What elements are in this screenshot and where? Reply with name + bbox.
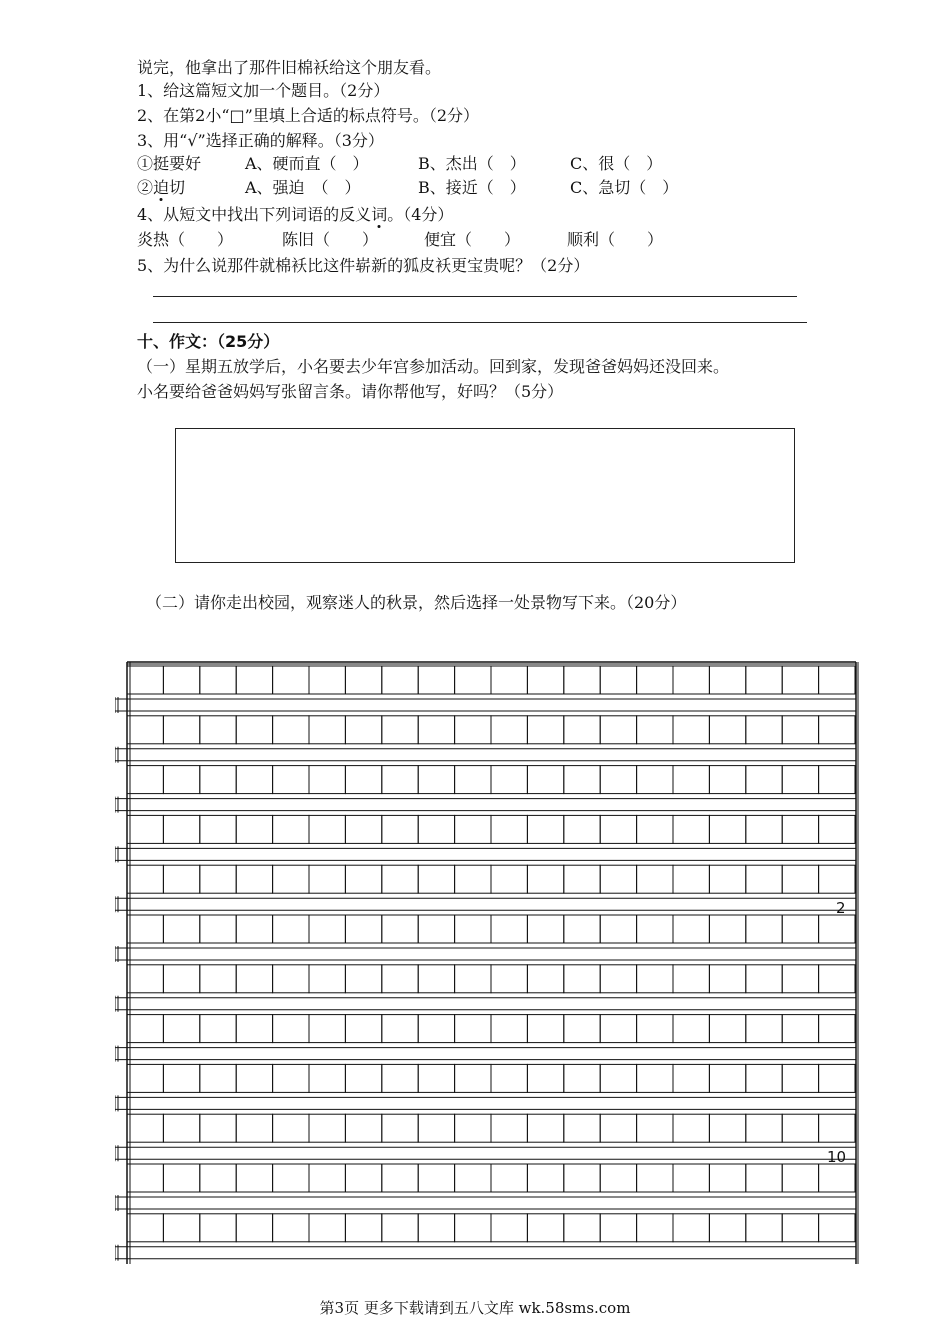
grid-cell (746, 815, 782, 843)
grid-cell (637, 915, 673, 943)
grid-cell (746, 1015, 782, 1043)
grid-cell (709, 1214, 745, 1242)
grid-cell (600, 1114, 636, 1142)
grid-cell (600, 1214, 636, 1242)
grid-cell (600, 766, 636, 794)
grid-cell (200, 1164, 236, 1192)
grid-cell (527, 915, 563, 943)
q4-suffix: 。（4分） (387, 205, 454, 224)
grid-cell (345, 766, 381, 794)
grid-cell (200, 1214, 236, 1242)
grid-cell (163, 1064, 199, 1092)
grid-cell (709, 965, 745, 993)
grid-cell (455, 666, 491, 694)
grid-cell (746, 965, 782, 993)
grid-cell (127, 1015, 163, 1043)
grid-cell (600, 965, 636, 993)
grid-cell (673, 915, 709, 943)
grid-cell (236, 965, 272, 993)
grid-cell (273, 1164, 309, 1192)
grid-cell (564, 1015, 600, 1043)
grid-cell (455, 1064, 491, 1092)
q3-row1-option-c: C、很（ ） (570, 154, 663, 173)
q3-row1-option-b: B、杰出（ ） (418, 154, 526, 173)
grid-cell (309, 965, 345, 993)
q4-word-1: 炎热（ ） (137, 230, 234, 249)
grid-cell (673, 1164, 709, 1192)
grid-cell (637, 965, 673, 993)
grid-cell (382, 865, 418, 893)
grid-cell (418, 1064, 454, 1092)
grid-cell (418, 915, 454, 943)
grid-cell (673, 1214, 709, 1242)
grid-cell (455, 1214, 491, 1242)
grid-cell (782, 766, 818, 794)
grid-cell (200, 965, 236, 993)
grid-cell (673, 965, 709, 993)
grid-cell (491, 1114, 527, 1142)
grid-cell (782, 1164, 818, 1192)
grid-cell (163, 666, 199, 694)
grid-cell (782, 716, 818, 744)
grid-cell (382, 1164, 418, 1192)
grid-cell (273, 915, 309, 943)
grid-cell (746, 766, 782, 794)
grid-cell (273, 815, 309, 843)
q3-row1-option-a: A、硬而直（ ） (245, 154, 369, 173)
grid-cell (673, 1064, 709, 1092)
grid-cell (746, 716, 782, 744)
grid-cell (527, 1064, 563, 1092)
grid-cell (127, 666, 163, 694)
grid-cell (673, 1015, 709, 1043)
grid-cell (564, 666, 600, 694)
grid-cell (600, 915, 636, 943)
grid-cell (782, 865, 818, 893)
grid-cell (382, 1214, 418, 1242)
grid-cell (600, 1015, 636, 1043)
grid-cell (600, 1064, 636, 1092)
grid-cell (236, 815, 272, 843)
grid-cell (163, 865, 199, 893)
question-3-row-1 (137, 153, 201, 175)
grid-cell (309, 865, 345, 893)
grid-cell (709, 865, 745, 893)
grid-cell (345, 1164, 381, 1192)
grid-cell (309, 1214, 345, 1242)
grid-cell (782, 915, 818, 943)
grid-cell (455, 815, 491, 843)
grid-cell (637, 1015, 673, 1043)
grid-cell (564, 716, 600, 744)
grid-cell (455, 766, 491, 794)
grid-cell (637, 1114, 673, 1142)
grid-cell (382, 915, 418, 943)
grid-cell (527, 1114, 563, 1142)
grid-cell (345, 965, 381, 993)
grid-cell (673, 1114, 709, 1142)
grid-cell (127, 915, 163, 943)
grid-cell (564, 1114, 600, 1142)
grid-cell (491, 915, 527, 943)
grid-cell (709, 666, 745, 694)
grid-cell (236, 1114, 272, 1142)
grid-cell (127, 766, 163, 794)
q4-word-4: 顺利（ ） (567, 230, 664, 249)
grid-cell (527, 766, 563, 794)
grid-cell (600, 716, 636, 744)
note-writing-box[interactable] (175, 428, 795, 563)
grid-cell (527, 865, 563, 893)
grid-cell (564, 915, 600, 943)
grid-cell (637, 1214, 673, 1242)
q3-row2-word-rest: 切 (169, 178, 186, 197)
grid-cell (819, 915, 855, 943)
grid-cell (455, 865, 491, 893)
grid-cell (309, 716, 345, 744)
grid-cell (127, 1114, 163, 1142)
grid-cell (418, 1164, 454, 1192)
grid-cell (527, 965, 563, 993)
grid-cell (819, 666, 855, 694)
question-3-row-2 (137, 177, 185, 199)
grid-cell (309, 666, 345, 694)
grid-cell (382, 1114, 418, 1142)
grid-cell (455, 1114, 491, 1142)
question-2: 2、在第2小“□”里填上合适的标点符号。（2分） (137, 106, 480, 125)
grid-cell (418, 965, 454, 993)
question-1: 1、给这篇短文加一个题目。（2分） (137, 81, 390, 100)
grid-cell (673, 766, 709, 794)
grid-cell (236, 1214, 272, 1242)
grid-cell (273, 1064, 309, 1092)
grid-cell (491, 1064, 527, 1092)
question-4 (137, 204, 453, 226)
grid-cell (782, 1114, 818, 1142)
grid-cell (163, 1114, 199, 1142)
grid-cell (673, 815, 709, 843)
grid-cell (273, 766, 309, 794)
composition-part2: （二）请你走出校园，观察迷人的秋景，然后选择一处景物写下来。（20分） (146, 593, 687, 612)
q3-row2-num: ② (137, 178, 154, 197)
grid-cell (491, 1214, 527, 1242)
page-footer: 第3页 更多下载请到五八文库 wk.58sms.com (319, 1299, 631, 1317)
grid-cell (673, 865, 709, 893)
grid-cell (163, 716, 199, 744)
grid-cell (200, 815, 236, 843)
grid-cell (309, 1015, 345, 1043)
grid-cell (382, 666, 418, 694)
grid-cell (309, 766, 345, 794)
grid-cell (382, 1015, 418, 1043)
grid-cell (273, 716, 309, 744)
grid-cell (200, 716, 236, 744)
grid-cell (819, 1214, 855, 1242)
grid-cell (491, 865, 527, 893)
grid-cell (527, 1015, 563, 1043)
q4-prefix: 4、从短文中找出下列词语的反义 (137, 205, 372, 224)
grid-cell (819, 865, 855, 893)
grid-cell (819, 1114, 855, 1142)
grid-cell (709, 1064, 745, 1092)
grid-cell (491, 965, 527, 993)
grid-cell (418, 1214, 454, 1242)
grid-cell (527, 1214, 563, 1242)
grid-cell (527, 716, 563, 744)
grid-cell (273, 666, 309, 694)
grid-cell (782, 1214, 818, 1242)
grid-cell (746, 915, 782, 943)
grid-cell (200, 766, 236, 794)
grid-cell (127, 1064, 163, 1092)
grid-cell (273, 1015, 309, 1043)
grid-cell (709, 766, 745, 794)
grid-cell (273, 865, 309, 893)
grid-cell (163, 1164, 199, 1192)
grid-cell (564, 815, 600, 843)
grid-cell (600, 865, 636, 893)
composition-heading: 十、作文：（25分） (137, 332, 280, 351)
grid-cell (163, 766, 199, 794)
q3-row2-option-c: C、急切（ ） (570, 178, 679, 197)
q4-word-2: 陈旧（ ） (282, 230, 379, 249)
grid-cell (782, 1015, 818, 1043)
grid-cell (127, 1214, 163, 1242)
grid-cell (345, 1015, 381, 1043)
grid-cell (637, 666, 673, 694)
grid-cell (491, 716, 527, 744)
grid-cell (782, 815, 818, 843)
grid-cell (746, 865, 782, 893)
grid-cell (709, 1015, 745, 1043)
grid-cell (345, 1064, 381, 1092)
grid-cell (418, 865, 454, 893)
grid-cell (819, 1064, 855, 1092)
grid-cell (455, 965, 491, 993)
grid-cell (236, 1064, 272, 1092)
composition-part1-line1: （一）星期五放学后，小名要去少年宫参加活动。回到家，发现爸爸妈妈还没回来。 (137, 357, 730, 376)
grid-cell (491, 815, 527, 843)
grid-cell (127, 815, 163, 843)
grid-marker-10: 10 (827, 1148, 847, 1166)
grid-cell (345, 915, 381, 943)
grid-cell (236, 865, 272, 893)
q3-row2-option-a: A、强迫 （ ） (245, 178, 361, 197)
grid-cell (200, 865, 236, 893)
question-5: 5、为什么说那件就棉袄比这件崭新的狐皮袄更宝贵呢？（2分） (137, 256, 590, 275)
grid-cell (273, 1214, 309, 1242)
grid-cell (709, 815, 745, 843)
grid-cell (127, 865, 163, 893)
grid-cell (345, 865, 381, 893)
grid-cell (564, 1064, 600, 1092)
grid-cell (564, 865, 600, 893)
grid-cell (236, 1164, 272, 1192)
grid-cell (455, 1164, 491, 1192)
grid-cell (163, 1214, 199, 1242)
grid-cell (819, 716, 855, 744)
grid-cell (637, 1064, 673, 1092)
grid-cell (309, 1164, 345, 1192)
question-3: 3、用“√”选择正确的解释。（3分） (137, 131, 384, 150)
answer-line-1[interactable] (153, 296, 797, 297)
grid-cell (418, 766, 454, 794)
grid-cell (345, 716, 381, 744)
grid-cell (309, 1114, 345, 1142)
grid-cell (455, 915, 491, 943)
grid-cell (746, 666, 782, 694)
grid-cell (418, 1114, 454, 1142)
q4-dotted-char: 词 (371, 205, 388, 224)
grid-cell (709, 915, 745, 943)
grid-cell (564, 766, 600, 794)
grid-cell (127, 965, 163, 993)
grid-cell (345, 1114, 381, 1142)
grid-cell (673, 666, 709, 694)
grid-cell (345, 666, 381, 694)
grid-cell (491, 766, 527, 794)
grid-cell (273, 965, 309, 993)
grid-cell (345, 1214, 381, 1242)
grid-cell (491, 1164, 527, 1192)
grid-cell (600, 1164, 636, 1192)
grid-cell (709, 1164, 745, 1192)
grid-cell (819, 965, 855, 993)
grid-cell (382, 815, 418, 843)
grid-cell (163, 815, 199, 843)
grid-cell (273, 1114, 309, 1142)
grid-cell (637, 1164, 673, 1192)
q4-word-3: 便宜（ ） (424, 230, 521, 249)
grid-cell (819, 766, 855, 794)
grid-cell (782, 965, 818, 993)
passage-last-line: 说完，他拿出了那件旧棉袄给这个朋友看。 (137, 58, 442, 77)
grid-cell (418, 666, 454, 694)
grid-cell (782, 666, 818, 694)
grid-cell (236, 915, 272, 943)
grid-cell (418, 716, 454, 744)
grid-cell (746, 1214, 782, 1242)
grid-cell (309, 815, 345, 843)
grid-cell (382, 1064, 418, 1092)
grid-cell (236, 716, 272, 744)
grid-cell (527, 666, 563, 694)
grid-cell (418, 1015, 454, 1043)
grid-cell (491, 1015, 527, 1043)
grid-cell (382, 766, 418, 794)
grid-cell (236, 766, 272, 794)
grid-cell (200, 666, 236, 694)
composition-writing-grid[interactable] (115, 660, 860, 1266)
grid-cell (637, 716, 673, 744)
grid-cell (236, 1015, 272, 1043)
q3-row2-dotted-char: 迫 (153, 178, 170, 197)
grid-cell (309, 915, 345, 943)
grid-cell (637, 815, 673, 843)
grid-cell (163, 915, 199, 943)
grid-cell (819, 815, 855, 843)
grid-cell (382, 965, 418, 993)
answer-line-2[interactable] (153, 322, 807, 323)
grid-cell (455, 716, 491, 744)
grid-cell (600, 815, 636, 843)
grid-cell (200, 1064, 236, 1092)
grid-cell (673, 716, 709, 744)
grid-cell (200, 915, 236, 943)
grid-cell (527, 1164, 563, 1192)
grid-cell (309, 1064, 345, 1092)
grid-cell (127, 716, 163, 744)
grid-cell (455, 1015, 491, 1043)
grid-cell (746, 1114, 782, 1142)
q3-row2-option-b: B、接近（ ） (418, 178, 526, 197)
grid-cell (564, 1214, 600, 1242)
grid-cell (709, 716, 745, 744)
grid-cell (709, 1114, 745, 1142)
grid-cell (637, 766, 673, 794)
grid-cell (564, 965, 600, 993)
grid-cell (819, 1015, 855, 1043)
q3-row1-word: ①挺要好 (137, 154, 202, 173)
grid-cell (382, 716, 418, 744)
grid-cell (200, 1114, 236, 1142)
grid-cell (200, 1015, 236, 1043)
grid-cell (600, 666, 636, 694)
grid-cell (782, 1064, 818, 1092)
grid-cell (418, 815, 454, 843)
grid-cell (163, 1015, 199, 1043)
grid-cell (637, 865, 673, 893)
grid-cell (491, 666, 527, 694)
grid-cell (345, 815, 381, 843)
grid-cell (163, 965, 199, 993)
grid-cell (564, 1164, 600, 1192)
grid-cell (746, 1064, 782, 1092)
composition-part1-line2: 小名要给爸爸妈妈写张留言条。请你帮他写，好吗？（5分） (137, 382, 564, 401)
grid-cell (819, 1164, 855, 1192)
grid-marker-2: 2 (836, 899, 846, 917)
grid-cell (236, 666, 272, 694)
grid-cell (127, 1164, 163, 1192)
grid-cell (527, 815, 563, 843)
grid-cell (746, 1164, 782, 1192)
